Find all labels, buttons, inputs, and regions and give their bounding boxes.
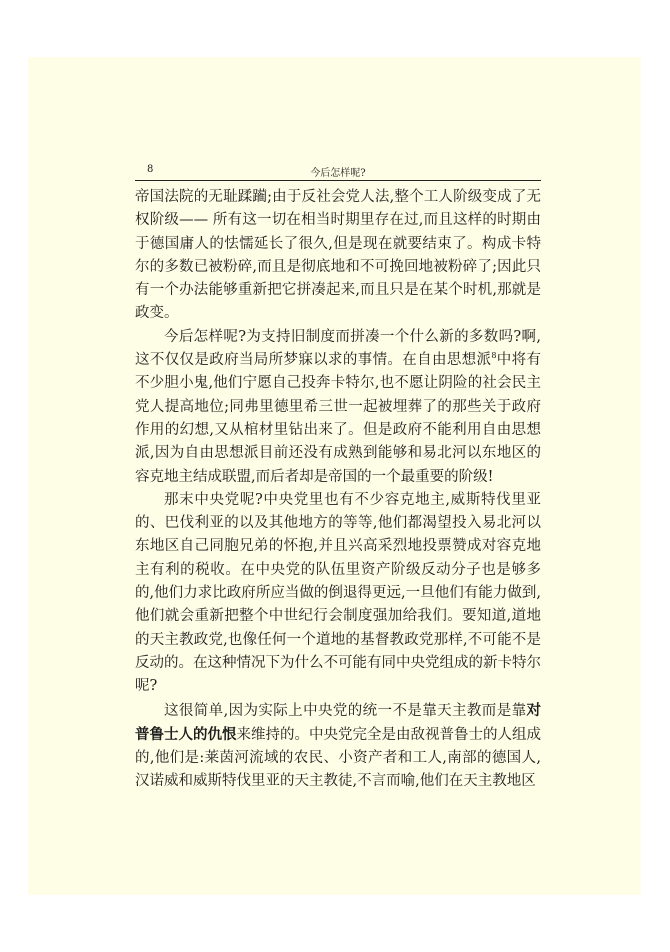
paragraph-1: 帝国法院的无耻蹂躏;由于反社会党人法,整个工人阶级变成了无权阶级—— 所有这一切在相当时期里存在过,而且这样的时期由于德国庸人的怯懦延长了很久,但是现在就要结束了。构成卡特尔的多数已被粉碎,而且是彻底地和不可挽回地被粉碎了;因此只有一个办法能够重新把它拼凑起来,而且只是在某个时机,那就是政变。 [135,189,541,322]
paragraph-2 [135,326,541,489]
paragraph-3: 那末中央党呢?中央党里也有不少容克地主,威斯特伐里亚的、巴伐利亚的以及其他地方的等等,他们都渴望投入易北河以东地区自己同胞兄弟的怀抱,并且兴高采烈地投票赞成对容克地主有利的税收。在中央党的队伍里资产阶级反动分子也是够多的,他们力求比政府所应当做的倒退得更远,一旦他们有能力做到,他们就会重新把整个中世纪行会制度强加给我们。要知道,道地的天主教政党,也像任何一个道地的基督教政党那样,不可能不是反动的。在这种情况下为什么不可能有同中央党组成的新卡特尔呢? [135,491,541,695]
paragraph-4-text-a: 这很简单,因为实际上中央党的统一不是靠天主教而是靠 [164,702,527,719]
paragraph-4-text-b: 来维持的。中央党完全是由敌视普鲁士的人组成的,他们是:莱茵河流域的农民、小资产者和工人,南部的德国人,汉诺威和威斯特伐里亚的天主教徒,不言而喻,他们在天主教地区 [135,726,541,790]
paragraph-4 [135,699,541,794]
paragraph-2-text-a: 今后怎样呢?为支持旧制度而拼凑一个什么新的多数吗?啊,这不仅仅是政府当局所梦寐以求的事情。在自由思想派 [135,328,541,369]
paragraph-2-text-b: 中将有不少胆小鬼,他们宁愿自己投奔卡特尔,也不愿让阴险的社会民主党人提高地位;同弗里德里希三世一起被埋葬了的那些关于政府作用的幻想,又从棺材里钻出来了。但是政府不能利用自由思想派,因为自由思想派目前还没有成熟到能够和易北河以东地区的容克地主结成联盟,而后者却是帝国的一个最重要的阶级! [135,352,541,485]
footnote-marker: 8 [491,351,497,361]
page-header [135,162,541,181]
running-title: 今后怎样呢? [310,168,366,179]
emphasis-text: 对普鲁士人的仇恨 [135,701,541,743]
page-number: 8 [147,164,154,175]
body-text [135,186,541,794]
